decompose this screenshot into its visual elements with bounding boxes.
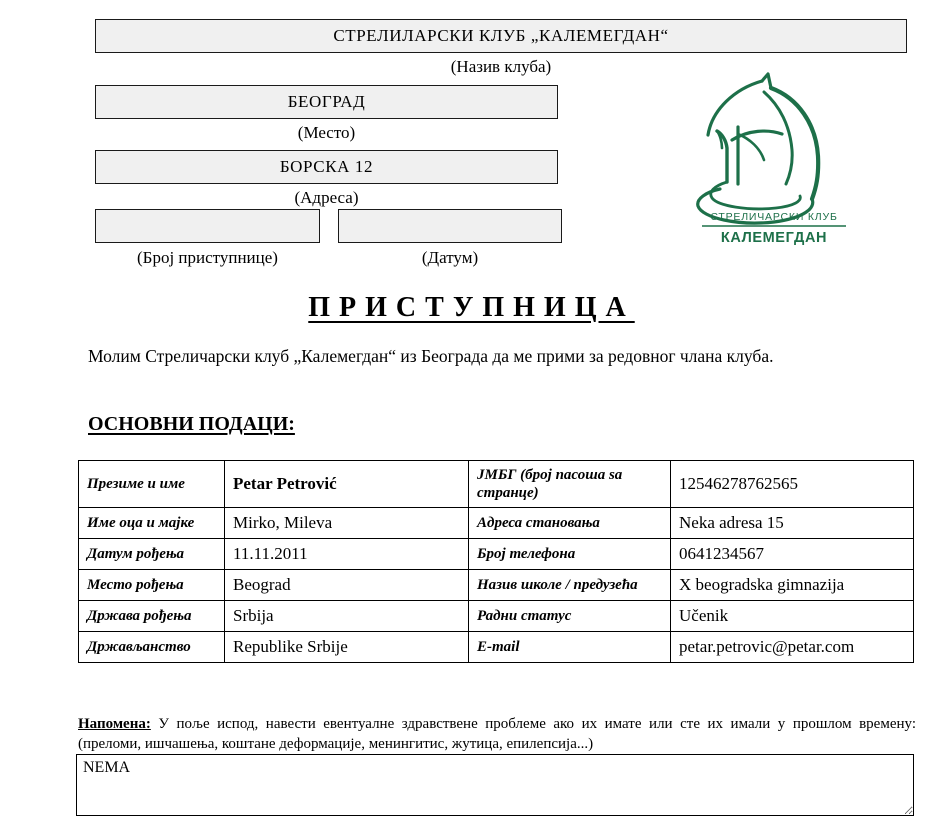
- note-text: У поље испод, навести евентуалне здравствене проблеме ако их имате или сте их имали у прошлом времену: (преломи, ишчашења, коштане деформације, менингитис, жутица, епилепсија...): [78, 716, 916, 752]
- row-label-phone-number: Број телефона: [469, 539, 671, 570]
- row-label-parents-names: Име оца и мајке: [79, 508, 225, 539]
- basic-data-table: [78, 460, 914, 663]
- row-value-residence-address[interactable]: Neka adresa 15: [671, 508, 914, 539]
- logo-text-line2: СТРЕЛИЧАРСКИ КЛУБ: [710, 211, 838, 223]
- row-label-citizenship: Држављанство: [79, 632, 225, 663]
- row-value-phone-number[interactable]: 0641234567: [671, 539, 914, 570]
- row-label-surname-name: Презиме и име: [79, 461, 225, 508]
- row-label-birth-place: Место рођења: [79, 570, 225, 601]
- table-row: [79, 461, 914, 508]
- row-value-parents-names[interactable]: Mirko, Mileva: [225, 508, 469, 539]
- table-row: [79, 601, 914, 632]
- row-value-birth-date[interactable]: 11.11.2011: [225, 539, 469, 570]
- club-logo: [676, 72, 872, 252]
- logo-helmet-icon: [698, 74, 818, 223]
- logo-text-line1: КАЛЕМЕГДАН: [720, 230, 828, 246]
- row-label-birth-date: Датум рођења: [79, 539, 225, 570]
- row-value-surname-name[interactable]: Petar Petrović: [225, 461, 469, 508]
- table-row: [79, 632, 914, 663]
- address-caption: (Адреса): [294, 188, 359, 207]
- row-label-work-status: Радни статус: [469, 601, 671, 632]
- row-label-residence-address: Адреса становања: [469, 508, 671, 539]
- city-field[interactable]: БЕОГРАД: [95, 85, 558, 119]
- intro-paragraph: Молим Стреличарски клуб „Калемегдан“ из Београда да ме прими за редовног члана клуба.: [88, 346, 774, 366]
- row-value-birth-country[interactable]: Srbija: [225, 601, 469, 632]
- row-label-school-company: Назив школе / предузећа: [469, 570, 671, 601]
- club-name-caption: (Назив клуба): [450, 57, 552, 76]
- row-value-jmbg[interactable]: 12546278762565: [671, 461, 914, 508]
- row-value-school-company[interactable]: X beogradska gimnazija: [671, 570, 914, 601]
- row-value-birth-place[interactable]: Beograd: [225, 570, 469, 601]
- note-paragraph: [78, 714, 916, 754]
- section-heading-basic-data: ОСНОВНИ ПОДАЦИ:: [88, 413, 295, 435]
- row-value-citizenship[interactable]: Republike Srbije: [225, 632, 469, 663]
- date-caption: (Датум): [421, 248, 479, 267]
- row-value-email[interactable]: petar.petrovic@petar.com: [671, 632, 914, 663]
- row-label-birth-country: Држава рођења: [79, 601, 225, 632]
- health-problems-textarea[interactable]: [76, 754, 914, 816]
- row-label-email: E-mail: [469, 632, 671, 663]
- club-name-field[interactable]: СТРЕЛИЛАРСКИ КЛУБ „КАЛЕМЕГДАН“: [95, 19, 907, 53]
- row-label-jmbg: ЈМБГ (број пасоша sa странце): [469, 461, 671, 508]
- page-title: ПРИСТУПНИЦА: [308, 292, 635, 323]
- table-row: [79, 570, 914, 601]
- table-row: [79, 508, 914, 539]
- table-row: [79, 539, 914, 570]
- city-caption: (Место): [297, 123, 356, 142]
- application-number-field[interactable]: [95, 209, 320, 243]
- row-value-work-status[interactable]: Učenik: [671, 601, 914, 632]
- address-field[interactable]: БОРСКА 12: [95, 150, 558, 184]
- date-field[interactable]: [338, 209, 562, 243]
- note-label: Напомена:: [78, 716, 151, 732]
- application-number-caption: (Број приступнице): [137, 248, 278, 267]
